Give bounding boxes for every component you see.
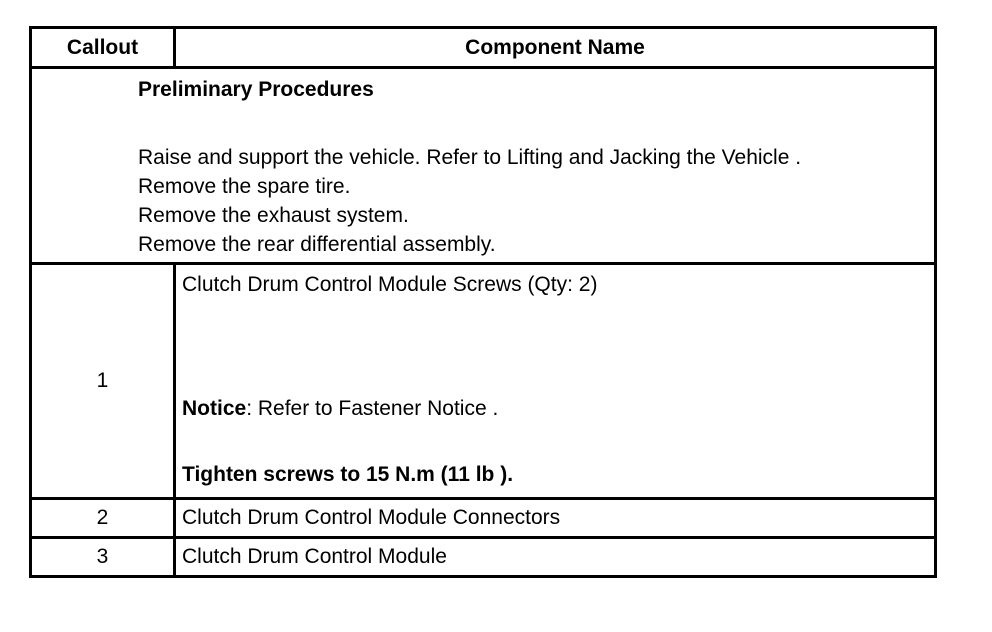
- preliminary-step: Remove the spare tire.: [138, 175, 351, 198]
- header-row: [31, 28, 936, 68]
- callout-number: 3: [31, 538, 175, 577]
- component-name: Clutch Drum Control Module Screws (Qty: 2): [182, 273, 598, 296]
- preliminary-procedures-title: Preliminary Procedures: [138, 78, 374, 101]
- component-table-container: [29, 26, 934, 578]
- component-name-cell: [175, 264, 936, 499]
- table-row: [31, 264, 936, 499]
- component-name: Clutch Drum Control Module: [175, 538, 936, 577]
- preliminary-step: Remove the rear differential assembly.: [138, 233, 496, 256]
- header-component-name: Component Name: [175, 28, 936, 68]
- preliminary-step: Raise and support the vehicle. Refer to Lifting and Jacking the Vehicle .: [138, 146, 802, 169]
- table-row: [31, 499, 936, 538]
- preliminary-steps: [138, 143, 934, 259]
- preliminary-row: [31, 68, 936, 264]
- notice-label: Notice: [182, 397, 247, 420]
- callout-number: 2: [31, 499, 175, 538]
- table-row: [31, 538, 936, 577]
- component-table: [29, 26, 937, 578]
- preliminary-step: Remove the exhaust system.: [138, 204, 409, 227]
- notice-text: : Refer to Fastener Notice .: [246, 397, 499, 420]
- callout-number: 1: [31, 264, 175, 499]
- preliminary-procedures-cell: [31, 68, 936, 264]
- torque-spec: Tighten screws to 15 N.m (11 lb ).: [182, 463, 514, 486]
- component-name: Clutch Drum Control Module Connectors: [175, 499, 936, 538]
- header-callout: Callout: [31, 28, 175, 68]
- notice-line: [182, 397, 498, 421]
